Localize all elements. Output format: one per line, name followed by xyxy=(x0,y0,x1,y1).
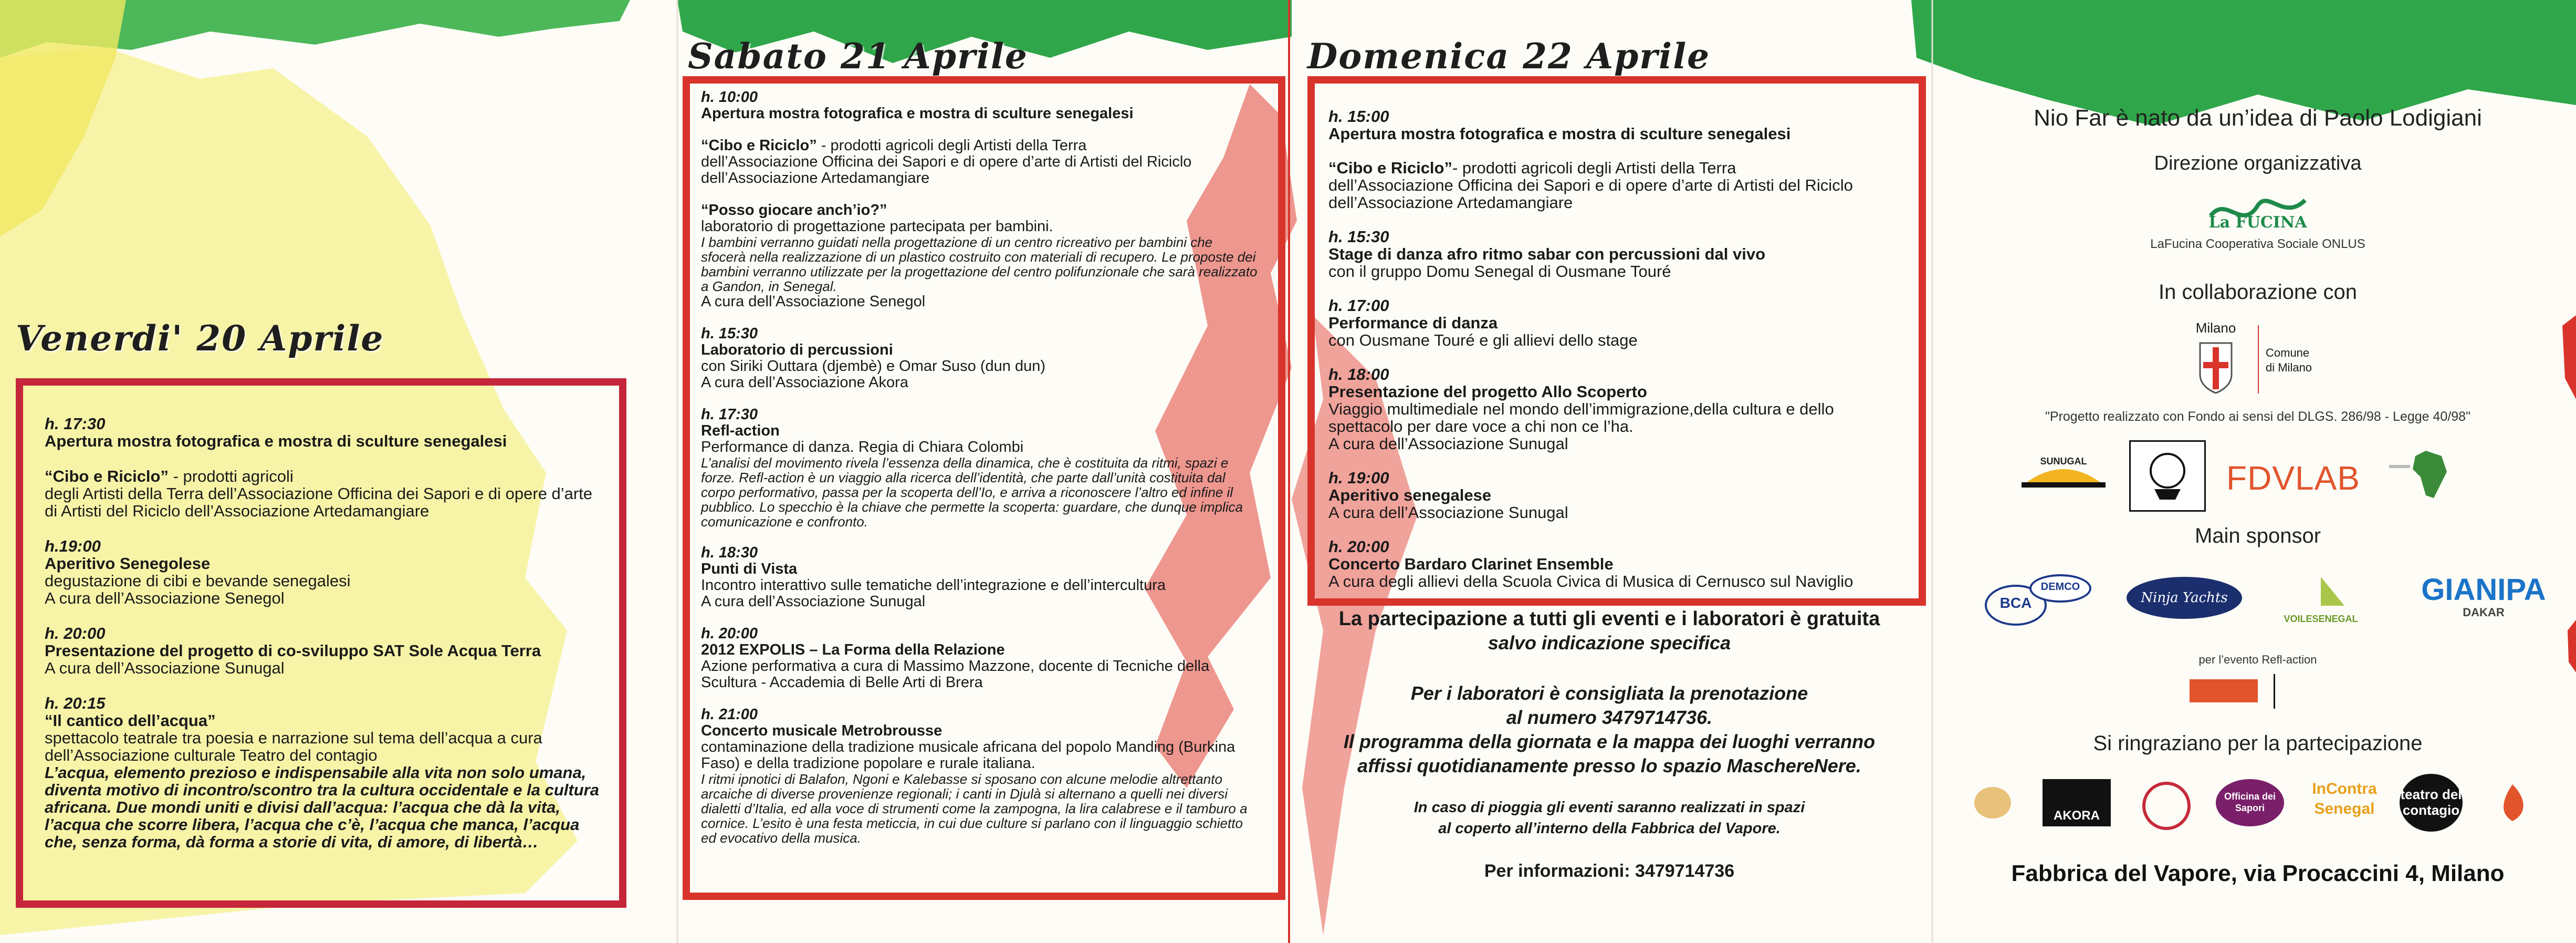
event-time: h. 20:00 xyxy=(45,624,106,643)
milano-text: Milano xyxy=(2195,320,2236,336)
fucina-logo-text: La FUCINA xyxy=(2208,213,2307,232)
event-title: Stage di danza afro ritmo sabar con percussioni dal vivo xyxy=(1328,245,1766,263)
idea-credit: Nio Far è nato da un’idea di Paolo Lodigiani xyxy=(2034,105,2482,131)
sunday-event-6 xyxy=(1328,469,1901,521)
thanks-logo-3 xyxy=(2142,782,2191,830)
sponsor-bca xyxy=(1985,574,2090,621)
saturday-program xyxy=(701,89,1258,845)
event-time: h. 17:00 xyxy=(1328,296,1389,315)
event-lead: “Cibo e Riciclo” xyxy=(1328,159,1452,177)
comune-text-1: Comune xyxy=(2266,346,2310,359)
sunday-event-2 xyxy=(1328,159,1901,211)
sunday-program xyxy=(1328,108,1901,590)
event-lead: “Posso giocare anch’io?” xyxy=(701,202,887,219)
event-lead-rest: - prodotti agricoli degli Artisti della Terra xyxy=(816,137,1087,154)
gianipa-logo: GIANIPA xyxy=(2421,573,2546,607)
sunugal-logo-text: SUNUGAL xyxy=(2040,456,2087,467)
event-organizer: A cura dell’Associazione Senegol xyxy=(45,589,285,607)
event-note: I bambini verranno guidati nella progettazione di un centro ricreativo per bambini che sfocerà nella realizzazione di un plastico costruito con materiali di recupero. Le proposte dei bambini verranno utilizzate per la progettazione del centro polifunzionale che sarà realizzato a Gandon, in Senegal. xyxy=(701,234,1258,294)
event-body: contaminazione della tradizione musicale africana del popolo Manding (Burkina Faso) e della tradizione popolare e rurale italiana. xyxy=(701,739,1235,772)
sunugal-logo xyxy=(2016,451,2111,498)
event-body: Azione performativa a cura di Massimo Mazzone, docente di Tecniche della Scultura - Accademia di Belle Arti di Brera xyxy=(701,658,1210,691)
friday-event-5 xyxy=(45,695,601,851)
saturday-event-7 xyxy=(701,626,1258,691)
dakar-logo: DAKAR xyxy=(2463,606,2505,619)
friday-event-1 xyxy=(45,415,601,450)
flame-icon xyxy=(2489,782,2536,824)
africa-logo xyxy=(2384,445,2463,503)
fdv-emblem xyxy=(2129,440,2206,512)
event-time: h. 17:30 xyxy=(45,414,106,433)
event-body: A cura degli allievi della Scuola Civica di Musica di Cernusco sul Naviglio xyxy=(1328,572,1854,590)
event-body: laboratorio di progettazione partecipata per bambini. xyxy=(701,218,1053,235)
booking-line-1: Per i laboratori è consigliata la prenotazione xyxy=(1410,682,1808,704)
event-time: h. 17:30 xyxy=(701,406,758,423)
sponsor-voile-senegal xyxy=(2276,574,2365,627)
event-title: Refl-action xyxy=(701,422,780,439)
rain-line-2: al coperto all’interno della Fabbrica del Vapore. xyxy=(1438,820,1781,837)
event-organizer: A cura dell’Associazione Sunugal xyxy=(701,593,926,610)
sunday-event-5 xyxy=(1328,366,1901,452)
sunday-title: Domenica 22 Aprile xyxy=(1307,36,1711,77)
thanks-logo-7 xyxy=(2489,782,2536,824)
free-entry-line: La partecipazione a tutti gli eventi e i laboratori è gratuita xyxy=(1338,608,1880,630)
thanks-logos-row xyxy=(1943,771,2573,834)
event-title: Aperitivo Senegolese xyxy=(45,554,211,573)
event-note: L’analisi del movimento rivela l’essenza della dinamica, che è costituita da ritmi, spazi e forze. Refl-action è un viaggio alla ricerca dell’identità, che parte dall’unità costituita dal corpo performativo, passa per la scoperta dell’Io, e arriva a riconoscere l’altro ed infine il pubblico. Lo specchio è la chiave che permette la scoperta: guardare, che dunque implica comunicazione e confronto. xyxy=(701,455,1243,530)
event-title: 2012 EXPOLIS – La Forma della Relazione xyxy=(701,641,1005,658)
fdvlab-logo: FDVLAB xyxy=(2226,459,2360,497)
sunday-event-7 xyxy=(1328,538,1901,590)
friday-event-4 xyxy=(45,625,601,677)
reflaction-logos xyxy=(1943,674,2573,711)
event-body: spettacolo teatrale tra poesia e narrazione sul tema dell’acqua a cura dell’Associazione culturale Teatro del contagio xyxy=(45,729,542,764)
info-block xyxy=(1302,607,1917,883)
event-time: h. 15:30 xyxy=(701,325,758,342)
contact-line: Per informazioni: 3479714736 xyxy=(1484,861,1735,881)
event-time: h. 20:15 xyxy=(45,694,106,712)
fdv-emblem-icon xyxy=(2131,442,2204,510)
booking-line-2: al numero 3479714736. xyxy=(1506,707,1713,728)
event-time: h. 21:00 xyxy=(701,706,758,723)
fucina-caption: LaFucina Cooperativa Sociale ONLUS xyxy=(2150,237,2365,251)
event-body: degli Artisti della Terra dell’Associazione Officina dei Sapori e di opere d’arte di Artisti del Riciclo dell’Associazione Artedamangiare xyxy=(45,484,593,520)
comune-milano-logo xyxy=(2179,320,2337,399)
demco-logo: DEMCO xyxy=(2029,574,2091,603)
comune-text-2: di Milano xyxy=(2266,361,2312,374)
friday-title: Venerdi' 20 Aprile xyxy=(16,318,384,359)
event-title: Concerto Bardaro Clarinet Ensemble xyxy=(1328,555,1614,573)
thanks-officina: Officina dei Sapori xyxy=(2216,779,2284,826)
event-title: Presentazione del progetto di co-sviluppo SAT Sole Acqua Terra xyxy=(45,641,541,660)
event-lead: “Cibo e Riciclo” xyxy=(701,137,817,154)
thanks-teatro: teatro del contagio xyxy=(2400,774,2463,832)
event-time: h. 18:30 xyxy=(701,544,758,561)
event-title: Apertura mostra fotografica e mostra di sculture senegalesi xyxy=(1328,125,1791,143)
sponsor-gianipa xyxy=(2405,574,2562,627)
event-body: con Siriki Outtara (djembè) e Omar Suso (dun dun) xyxy=(701,358,1045,375)
fucina-logo xyxy=(2205,184,2310,237)
thanks-logo-1 xyxy=(1974,787,2011,818)
sunday-event-4 xyxy=(1328,297,1901,349)
event-title: Apertura mostra fotografica e mostra di sculture senegalesi xyxy=(45,432,507,450)
reflaction-logo-2 xyxy=(2274,674,2312,709)
friday-program xyxy=(45,415,601,868)
saturday-event-1 xyxy=(701,89,1258,122)
bca-logo: BCA xyxy=(1985,585,2047,626)
event-lead-rest: - prodotti agricoli xyxy=(168,467,294,485)
collaboration-label: In collaborazione con xyxy=(2158,281,2358,304)
event-title: Performance di danza xyxy=(1328,314,1498,332)
event-title: Presentazione del progetto Allo Scoperto xyxy=(1328,382,1647,401)
free-entry-sub: salvo indicazione specifica xyxy=(1488,632,1731,654)
saturday-title: Sabato 21 Aprile xyxy=(688,36,1028,77)
saturday-event-3 xyxy=(701,202,1258,310)
sunday-event-1 xyxy=(1328,108,1901,142)
event-time: h.19:00 xyxy=(45,537,101,555)
event-time: h. 20:00 xyxy=(1328,537,1389,556)
booking-line-4: affissi quotidianamente presso lo spazio MaschereNere. xyxy=(1357,755,1861,776)
event-body: con Ousmane Touré e gli allievi dello stage xyxy=(1328,331,1638,349)
event-organizer: A cura dell’Associazione Senegol xyxy=(701,293,926,310)
event-organizer: A cura dell’Associazione Akora xyxy=(701,374,908,391)
event-time: h. 20:00 xyxy=(701,625,758,642)
credits-panel xyxy=(1943,105,2573,887)
reflaction-label: per l’evento Refl-action xyxy=(2198,653,2317,666)
event-time: h. 15:30 xyxy=(1328,227,1389,246)
partner-logos-row xyxy=(1943,440,2573,509)
milano-crest-icon xyxy=(2179,338,2253,396)
event-organizer: A cura dell’Associazione Sunugal xyxy=(1328,434,1568,453)
booking-line-3: Il programma della giornata e la mappa dei luoghi verranno xyxy=(1343,731,1876,752)
saturday-event-5 xyxy=(701,407,1258,529)
event-lead-rest: - prodotti agricoli degli Artisti della Terra xyxy=(1452,159,1736,177)
reflaction-logo-1 xyxy=(2190,679,2258,702)
event-body: dell’Associazione Officina dei Sapori e di opere d’arte di Artisti del Riciclo dell’Associazione Artedamangiare xyxy=(1328,176,1853,212)
saturday-event-8 xyxy=(701,707,1258,845)
event-note: L’acqua, elemento prezioso e indispensabile alla vita non solo umana, diventa motivo di incontro/scontro tra la cultura occidentale e la cultura africana. Due mondi uniti e divisi dall’acqua: l’acqua che dà la vita, l’acqua che scorre libera, l’acqua che c’è, l’acqua che manca, l’acqua che, senza forma, dà forma a storie di vita, di amore, di libertà… xyxy=(45,763,599,851)
sunday-event-3 xyxy=(1328,228,1901,280)
friday-event-2 xyxy=(45,468,601,520)
event-organizer: A cura dell’Associazione Sunugal xyxy=(1328,503,1568,522)
voile-logo-text: VOILESENEGAL xyxy=(2284,614,2358,624)
event-body: degustazione di cibi e bevande senegalesi xyxy=(45,572,351,590)
event-body: Viaggio multimediale nel mondo dell’immigrazione,della cultura e dello spettacolo per dare voce a chi non ce l’ha. xyxy=(1328,400,1834,436)
event-title: Concerto musicale Metrobrousse xyxy=(701,722,943,739)
event-time: h. 19:00 xyxy=(1328,469,1389,487)
event-body: Incontro interattivo sulle tematiche dell’integrazione e dell’intercultura xyxy=(701,577,1166,594)
event-time: h. 10:00 xyxy=(701,89,758,106)
saturday-event-6 xyxy=(701,545,1258,610)
thanks-akora: AKORA xyxy=(2043,779,2111,826)
friday-event-3 xyxy=(45,537,601,607)
event-note: I ritmi ipnotici di Balafon, Ngoni e Kalebasse si sposano con alcune melodie altrettanto arcaiche di diverse provenienze regionali; i canti in Djulà si alternano a quelli nei diversi dialetti d’Italia, ed alla voce di strumenti come la zampogna, la lira calabrese e il tamburo a cornice. L’esito è una festa meticcia, in cui due culture si parlano con il linguaggio schietto ed evocativo della musica. xyxy=(701,771,1248,846)
thanks-label: Si ringraziano per la partecipazione xyxy=(2093,732,2423,755)
sponsor-ninja-yachts: Ninja Yachts xyxy=(2127,577,2242,619)
thanks-incontra: InContra Senegal xyxy=(2312,780,2377,817)
event-body: Performance di danza. Regia di Chiara Colombi xyxy=(701,439,1024,455)
event-organizer: A cura dell’Associazione Sunugal xyxy=(45,659,285,677)
rain-line-1: In caso di pioggia gli eventi saranno realizzati in spazi xyxy=(1413,799,1805,816)
event-title: Punti di Vista xyxy=(701,561,798,577)
main-sponsor-label: Main sponsor xyxy=(2194,524,2321,547)
event-title: “Il cantico dell’acqua” xyxy=(45,711,216,730)
event-body: con il gruppo Domu Senegal di Ousmane Touré xyxy=(1328,262,1671,281)
event-time: h. 15:00 xyxy=(1328,107,1389,126)
sail-icon xyxy=(2276,574,2365,611)
event-body: dell’Associazione Officina dei Sapori e di opere d’arte di Artisti del Riciclo dell’Associazione Artedamangiare xyxy=(701,153,1192,186)
event-time: h. 18:00 xyxy=(1328,365,1389,384)
saturday-event-2 xyxy=(701,138,1258,186)
funding-line: "Progetto realizzato con Fondo ai sensi del DLGS. 286/98 - Legge 40/98" xyxy=(2045,409,2470,424)
sponsor-logos-row xyxy=(1943,564,2573,632)
direction-label: Direzione organizzativa xyxy=(2154,152,2362,174)
event-lead: “Cibo e Riciclo” xyxy=(45,467,169,485)
africa-map-icon xyxy=(2384,445,2463,503)
event-title: Apertura mostra fotografica e mostra di sculture senegalesi xyxy=(701,105,1134,122)
venue-address: Fabbrica del Vapore, via Procaccini 4, Milano xyxy=(2011,861,2505,886)
saturday-event-4 xyxy=(701,326,1258,391)
event-title: Laboratorio di percussioni xyxy=(701,341,893,358)
event-title: Aperitivo senegalese xyxy=(1328,486,1492,504)
